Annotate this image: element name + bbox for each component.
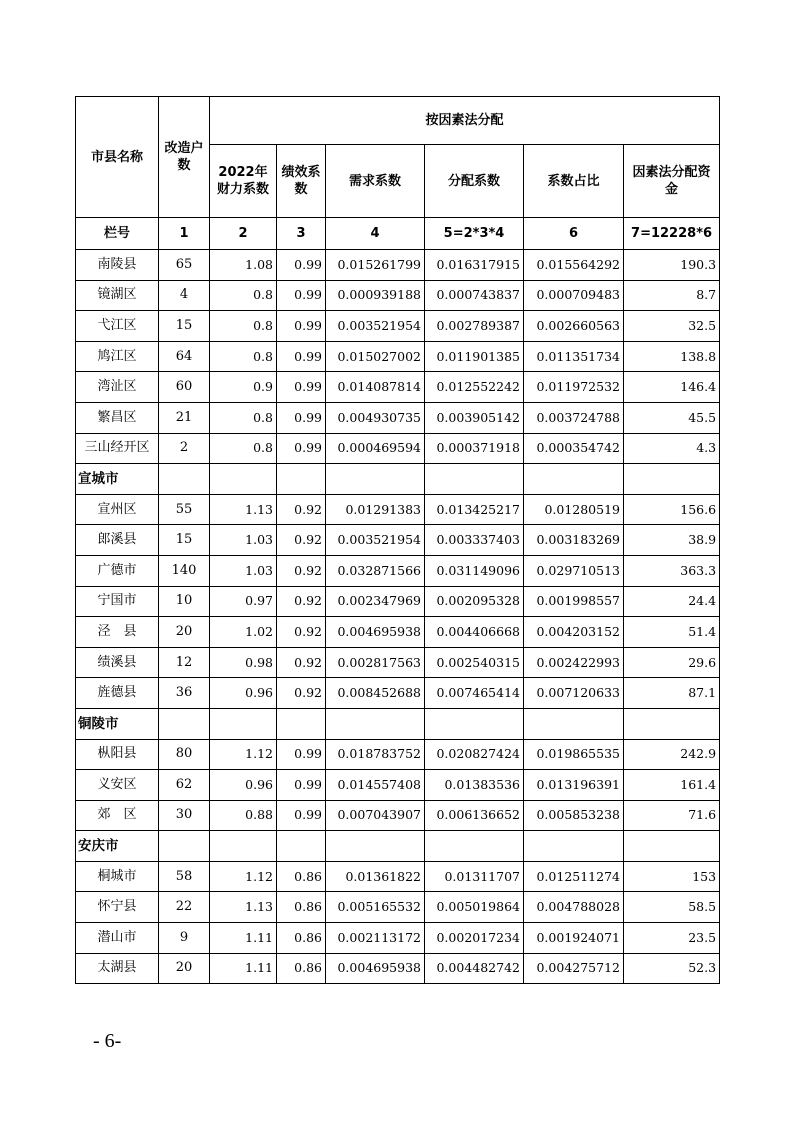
cell-coefficient-share: 0.007120633 xyxy=(524,678,624,709)
cell-name: 弋江区 xyxy=(76,311,159,342)
column-number-1: 1 xyxy=(159,218,210,250)
column-number-6: 6 xyxy=(524,218,624,250)
cell-allocation-coefficient: 0.013425217 xyxy=(425,494,524,525)
cell-households: 30 xyxy=(159,800,210,831)
cell-name: 潜山市 xyxy=(76,923,159,954)
cell-allocated-funds: 58.5 xyxy=(624,892,720,923)
cell-demand-coefficient: 0.004930735 xyxy=(326,402,425,433)
cell-households: 4 xyxy=(159,280,210,311)
empty-cell xyxy=(425,464,524,495)
cell-performance-coefficient: 0.86 xyxy=(277,923,326,954)
cell-finance-coefficient: 1.03 xyxy=(210,525,277,556)
cell-allocated-funds: 52.3 xyxy=(624,953,720,984)
empty-cell xyxy=(159,464,210,495)
cell-demand-coefficient: 0.000469594 xyxy=(326,433,425,464)
cell-allocated-funds: 29.6 xyxy=(624,647,720,678)
cell-name: 旌德县 xyxy=(76,678,159,709)
cell-performance-coefficient: 0.92 xyxy=(277,647,326,678)
cell-households: 80 xyxy=(159,739,210,770)
allocation-table xyxy=(75,96,720,984)
cell-name: 桐城市 xyxy=(76,861,159,892)
table-row xyxy=(76,617,720,648)
cell-allocated-funds: 138.8 xyxy=(624,341,720,372)
cell-finance-coefficient: 0.97 xyxy=(210,586,277,617)
cell-households: 21 xyxy=(159,402,210,433)
cell-coefficient-share: 0.005853238 xyxy=(524,800,624,831)
cell-performance-coefficient: 0.99 xyxy=(277,372,326,403)
cell-coefficient-share: 0.013196391 xyxy=(524,770,624,801)
cell-finance-coefficient: 1.13 xyxy=(210,494,277,525)
cell-coefficient-share: 0.003724788 xyxy=(524,402,624,433)
cell-finance-coefficient: 0.8 xyxy=(210,402,277,433)
cell-allocation-coefficient: 0.002017234 xyxy=(425,923,524,954)
cell-finance-coefficient: 1.02 xyxy=(210,617,277,648)
cell-allocation-coefficient: 0.006136652 xyxy=(425,800,524,831)
header-performance-coefficient: 绩效系数 xyxy=(277,145,326,218)
cell-performance-coefficient: 0.99 xyxy=(277,739,326,770)
empty-cell xyxy=(425,708,524,739)
cell-demand-coefficient: 0.002113172 xyxy=(326,923,425,954)
table-row xyxy=(76,892,720,923)
empty-cell xyxy=(326,831,425,862)
cell-households: 10 xyxy=(159,586,210,617)
cell-performance-coefficient: 0.86 xyxy=(277,892,326,923)
cell-finance-coefficient: 0.8 xyxy=(210,433,277,464)
cell-allocated-funds: 87.1 xyxy=(624,678,720,709)
cell-demand-coefficient: 0.004695938 xyxy=(326,617,425,648)
cell-name: 湾沚区 xyxy=(76,372,159,403)
table-row xyxy=(76,525,720,556)
cell-demand-coefficient: 0.01361822 xyxy=(326,861,425,892)
cell-allocated-funds: 161.4 xyxy=(624,770,720,801)
cell-coefficient-share: 0.011351734 xyxy=(524,341,624,372)
empty-cell xyxy=(210,708,277,739)
cell-finance-coefficient: 0.8 xyxy=(210,341,277,372)
cell-performance-coefficient: 0.99 xyxy=(277,433,326,464)
cell-name: 三山经开区 xyxy=(76,433,159,464)
header-demand-coefficient: 需求系数 xyxy=(326,145,425,218)
table-row xyxy=(76,555,720,586)
cell-name: 镜湖区 xyxy=(76,280,159,311)
cell-performance-coefficient: 0.99 xyxy=(277,311,326,342)
cell-finance-coefficient: 1.03 xyxy=(210,555,277,586)
cell-allocated-funds: 153 xyxy=(624,861,720,892)
cell-demand-coefficient: 0.003521954 xyxy=(326,311,425,342)
cell-demand-coefficient: 0.005165532 xyxy=(326,892,425,923)
cell-name: 太湖县 xyxy=(76,953,159,984)
empty-cell xyxy=(524,464,624,495)
cell-coefficient-share: 0.004788028 xyxy=(524,892,624,923)
table-row xyxy=(76,586,720,617)
cell-allocation-coefficient: 0.01311707 xyxy=(425,861,524,892)
cell-finance-coefficient: 1.12 xyxy=(210,861,277,892)
cell-name: 宁国市 xyxy=(76,586,159,617)
table-row xyxy=(76,280,720,311)
cell-name: 郎溪县 xyxy=(76,525,159,556)
cell-performance-coefficient: 0.92 xyxy=(277,586,326,617)
cell-coefficient-share: 0.001924071 xyxy=(524,923,624,954)
empty-cell xyxy=(277,831,326,862)
cell-name: 枞阳县 xyxy=(76,739,159,770)
cell-coefficient-share: 0.000709483 xyxy=(524,280,624,311)
cell-allocation-coefficient: 0.016317915 xyxy=(425,250,524,281)
cell-coefficient-share: 0.003183269 xyxy=(524,525,624,556)
cell-demand-coefficient: 0.018783752 xyxy=(326,739,425,770)
group-row xyxy=(76,831,720,862)
cell-allocated-funds: 190.3 xyxy=(624,250,720,281)
cell-allocation-coefficient: 0.000371918 xyxy=(425,433,524,464)
cell-performance-coefficient: 0.99 xyxy=(277,800,326,831)
table-row xyxy=(76,800,720,831)
cell-allocated-funds: 242.9 xyxy=(624,739,720,770)
cell-households: 22 xyxy=(159,892,210,923)
cell-demand-coefficient: 0.002347969 xyxy=(326,586,425,617)
table-row xyxy=(76,739,720,770)
cell-demand-coefficient: 0.015027002 xyxy=(326,341,425,372)
cell-finance-coefficient: 0.88 xyxy=(210,800,277,831)
page-number: - 6- xyxy=(93,1030,122,1052)
header-finance-coefficient: 2022年财力系数 xyxy=(210,145,277,218)
cell-name: 泾 县 xyxy=(76,617,159,648)
table-row xyxy=(76,861,720,892)
empty-cell xyxy=(624,708,720,739)
cell-coefficient-share: 0.002422993 xyxy=(524,647,624,678)
cell-allocation-coefficient: 0.002540315 xyxy=(425,647,524,678)
header-coefficient-share: 系数占比 xyxy=(524,145,624,218)
empty-cell xyxy=(210,464,277,495)
cell-allocated-funds: 38.9 xyxy=(624,525,720,556)
cell-finance-coefficient: 1.11 xyxy=(210,953,277,984)
empty-cell xyxy=(277,708,326,739)
empty-cell xyxy=(524,831,624,862)
cell-coefficient-share: 0.000354742 xyxy=(524,433,624,464)
cell-finance-coefficient: 1.08 xyxy=(210,250,277,281)
cell-finance-coefficient: 0.8 xyxy=(210,311,277,342)
column-number-row xyxy=(76,218,720,250)
empty-cell xyxy=(624,464,720,495)
cell-households: 58 xyxy=(159,861,210,892)
header-allocation-coefficient: 分配系数 xyxy=(425,145,524,218)
table-row xyxy=(76,433,720,464)
cell-allocation-coefficient: 0.007465414 xyxy=(425,678,524,709)
column-number-label: 栏号 xyxy=(76,218,159,250)
cell-households: 64 xyxy=(159,341,210,372)
cell-allocation-coefficient: 0.031149096 xyxy=(425,555,524,586)
cell-name: 宣州区 xyxy=(76,494,159,525)
empty-cell xyxy=(159,708,210,739)
table-row xyxy=(76,923,720,954)
cell-coefficient-share: 0.001998557 xyxy=(524,586,624,617)
table-row xyxy=(76,770,720,801)
cell-performance-coefficient: 0.92 xyxy=(277,525,326,556)
table-row xyxy=(76,953,720,984)
cell-demand-coefficient: 0.003521954 xyxy=(326,525,425,556)
cell-coefficient-share: 0.015564292 xyxy=(524,250,624,281)
empty-cell xyxy=(624,831,720,862)
header-allocated-funds: 因素法分配资金 xyxy=(624,145,720,218)
cell-performance-coefficient: 0.92 xyxy=(277,617,326,648)
column-number-5: 5=2*3*4 xyxy=(425,218,524,250)
cell-name: 绩溪县 xyxy=(76,647,159,678)
cell-allocation-coefficient: 0.003337403 xyxy=(425,525,524,556)
cell-performance-coefficient: 0.99 xyxy=(277,250,326,281)
column-number-7: 7=12228*6 xyxy=(624,218,720,250)
cell-performance-coefficient: 0.92 xyxy=(277,678,326,709)
cell-performance-coefficient: 0.99 xyxy=(277,280,326,311)
cell-allocated-funds: 8.7 xyxy=(624,280,720,311)
cell-performance-coefficient: 0.86 xyxy=(277,953,326,984)
cell-demand-coefficient: 0.002817563 xyxy=(326,647,425,678)
cell-allocation-coefficient: 0.01383536 xyxy=(425,770,524,801)
cell-allocated-funds: 24.4 xyxy=(624,586,720,617)
cell-coefficient-share: 0.002660563 xyxy=(524,311,624,342)
cell-name: 怀宁县 xyxy=(76,892,159,923)
cell-demand-coefficient: 0.008452688 xyxy=(326,678,425,709)
cell-allocation-coefficient: 0.003905142 xyxy=(425,402,524,433)
cell-name: 繁昌区 xyxy=(76,402,159,433)
cell-coefficient-share: 0.01280519 xyxy=(524,494,624,525)
cell-households: 62 xyxy=(159,770,210,801)
cell-allocated-funds: 71.6 xyxy=(624,800,720,831)
empty-cell xyxy=(210,831,277,862)
empty-cell xyxy=(277,464,326,495)
cell-allocated-funds: 156.6 xyxy=(624,494,720,525)
cell-allocated-funds: 23.5 xyxy=(624,923,720,954)
cell-allocation-coefficient: 0.011901385 xyxy=(425,341,524,372)
cell-demand-coefficient: 0.015261799 xyxy=(326,250,425,281)
cell-name: 南陵县 xyxy=(76,250,159,281)
cell-finance-coefficient: 1.11 xyxy=(210,923,277,954)
cell-finance-coefficient: 1.12 xyxy=(210,739,277,770)
cell-households: 140 xyxy=(159,555,210,586)
cell-households: 20 xyxy=(159,953,210,984)
column-number-4: 4 xyxy=(326,218,425,250)
table-row xyxy=(76,341,720,372)
cell-finance-coefficient: 1.13 xyxy=(210,892,277,923)
cell-households: 2 xyxy=(159,433,210,464)
cell-households: 15 xyxy=(159,311,210,342)
cell-allocation-coefficient: 0.002789387 xyxy=(425,311,524,342)
cell-allocation-coefficient: 0.000743837 xyxy=(425,280,524,311)
cell-coefficient-share: 0.011972532 xyxy=(524,372,624,403)
cell-allocated-funds: 51.4 xyxy=(624,617,720,648)
cell-households: 60 xyxy=(159,372,210,403)
cell-allocation-coefficient: 0.020827424 xyxy=(425,739,524,770)
cell-households: 15 xyxy=(159,525,210,556)
cell-allocated-funds: 363.3 xyxy=(624,555,720,586)
cell-households: 55 xyxy=(159,494,210,525)
empty-cell xyxy=(326,708,425,739)
cell-households: 20 xyxy=(159,617,210,648)
cell-allocated-funds: 146.4 xyxy=(624,372,720,403)
cell-demand-coefficient: 0.014557408 xyxy=(326,770,425,801)
column-number-2: 2 xyxy=(210,218,277,250)
empty-cell xyxy=(159,831,210,862)
cell-performance-coefficient: 0.92 xyxy=(277,555,326,586)
empty-cell xyxy=(524,708,624,739)
cell-performance-coefficient: 0.86 xyxy=(277,861,326,892)
table-row xyxy=(76,494,720,525)
empty-cell xyxy=(326,464,425,495)
cell-demand-coefficient: 0.007043907 xyxy=(326,800,425,831)
cell-performance-coefficient: 0.99 xyxy=(277,341,326,372)
cell-name: 郊 区 xyxy=(76,800,159,831)
cell-performance-coefficient: 0.99 xyxy=(277,770,326,801)
cell-demand-coefficient: 0.000939188 xyxy=(326,280,425,311)
table-row xyxy=(76,250,720,281)
cell-finance-coefficient: 0.96 xyxy=(210,678,277,709)
cell-performance-coefficient: 0.99 xyxy=(277,402,326,433)
header-name: 市县名称 xyxy=(76,97,159,218)
cell-coefficient-share: 0.029710513 xyxy=(524,555,624,586)
cell-coefficient-share: 0.004275712 xyxy=(524,953,624,984)
cell-name: 义安区 xyxy=(76,770,159,801)
cell-name: 广德市 xyxy=(76,555,159,586)
cell-finance-coefficient: 0.98 xyxy=(210,647,277,678)
cell-households: 9 xyxy=(159,923,210,954)
table-row xyxy=(76,678,720,709)
table-row xyxy=(76,372,720,403)
header-households: 改造户数 xyxy=(159,97,210,218)
cell-finance-coefficient: 0.8 xyxy=(210,280,277,311)
cell-coefficient-share: 0.004203152 xyxy=(524,617,624,648)
cell-allocation-coefficient: 0.004482742 xyxy=(425,953,524,984)
cell-households: 65 xyxy=(159,250,210,281)
group-name: 宣城市 xyxy=(76,464,159,495)
column-number-3: 3 xyxy=(277,218,326,250)
cell-allocated-funds: 45.5 xyxy=(624,402,720,433)
header-factor-method: 按因素法分配 xyxy=(210,97,720,145)
cell-finance-coefficient: 0.9 xyxy=(210,372,277,403)
cell-performance-coefficient: 0.92 xyxy=(277,494,326,525)
cell-demand-coefficient: 0.004695938 xyxy=(326,953,425,984)
cell-name: 鸠江区 xyxy=(76,341,159,372)
table-row xyxy=(76,402,720,433)
cell-households: 36 xyxy=(159,678,210,709)
cell-demand-coefficient: 0.032871566 xyxy=(326,555,425,586)
table-row xyxy=(76,311,720,342)
cell-allocated-funds: 32.5 xyxy=(624,311,720,342)
group-name: 安庆市 xyxy=(76,831,159,862)
group-name: 铜陵市 xyxy=(76,708,159,739)
cell-coefficient-share: 0.012511274 xyxy=(524,861,624,892)
cell-allocation-coefficient: 0.012552242 xyxy=(425,372,524,403)
cell-allocated-funds: 4.3 xyxy=(624,433,720,464)
cell-allocation-coefficient: 0.002095328 xyxy=(425,586,524,617)
cell-demand-coefficient: 0.01291383 xyxy=(326,494,425,525)
cell-demand-coefficient: 0.014087814 xyxy=(326,372,425,403)
header-row-top xyxy=(76,97,720,145)
cell-finance-coefficient: 0.96 xyxy=(210,770,277,801)
group-row xyxy=(76,464,720,495)
table-row xyxy=(76,647,720,678)
cell-allocation-coefficient: 0.005019864 xyxy=(425,892,524,923)
cell-allocation-coefficient: 0.004406668 xyxy=(425,617,524,648)
cell-coefficient-share: 0.019865535 xyxy=(524,739,624,770)
cell-households: 12 xyxy=(159,647,210,678)
empty-cell xyxy=(425,831,524,862)
group-row xyxy=(76,708,720,739)
